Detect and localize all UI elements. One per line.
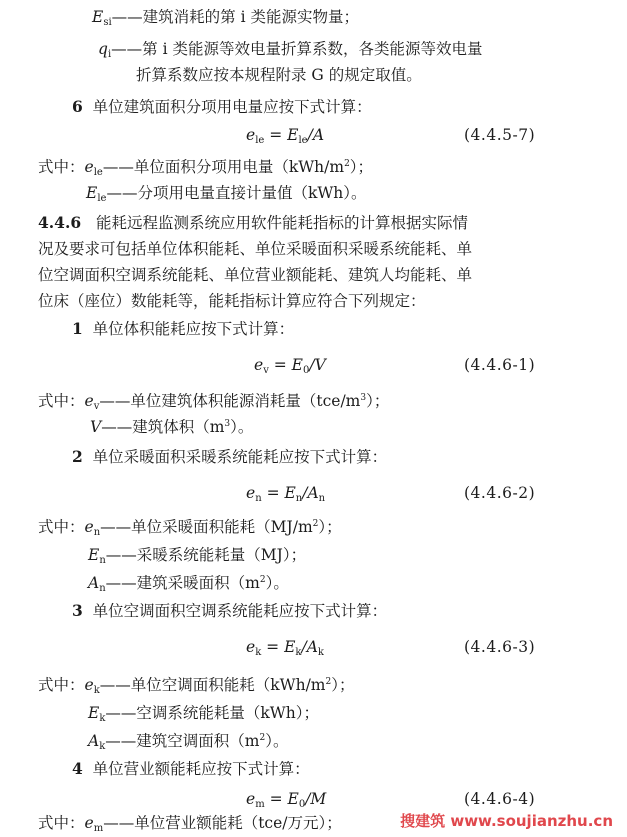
equation [254, 354, 326, 379]
where-label: 式中： [38, 814, 85, 832]
definition-text: ——建筑体积（m [101, 418, 225, 436]
definition-tail: ）； [349, 158, 374, 176]
clause-number: 6 [72, 97, 83, 116]
eq-mid: = E [264, 126, 299, 144]
definition-text: ——单位营业额能耗（tce/万元）； [103, 814, 342, 832]
subscript: n [99, 555, 106, 566]
clause-line [72, 446, 387, 468]
definition-text: ——空调系统能耗量（kWh）； [105, 704, 319, 722]
symbol: A [88, 732, 100, 750]
subscript: k [93, 685, 100, 696]
definition-line [88, 730, 288, 755]
clause-line [72, 600, 387, 622]
eq-mid-sub: le [298, 135, 308, 146]
eq-rhs-sub: n [318, 493, 326, 504]
definition-line [38, 390, 389, 415]
clause-text: 单位建筑面积分项用电量应按下式计算： [92, 98, 372, 116]
eq-lhs: e [246, 638, 256, 656]
subscript: k [99, 713, 106, 724]
equation-number: (4.4.6-1) [464, 356, 536, 374]
symbol: e [84, 158, 94, 176]
clause-line [72, 758, 310, 780]
subscript: le [97, 193, 107, 204]
eq-rhs: /M [305, 790, 327, 808]
symbol: A [88, 574, 100, 592]
superscript: 2 [312, 519, 319, 529]
definition-tail: ）； [331, 676, 355, 694]
eq-mid: = E [261, 638, 296, 656]
where-label: 式中： [38, 676, 85, 694]
definition-tail: ）； [366, 392, 390, 410]
symbol: e [84, 676, 94, 694]
definition-line [98, 38, 482, 63]
definition-line [88, 544, 306, 569]
definition-line [88, 572, 289, 597]
definition-text: ——单位采暖面积能耗（MJ/m [100, 518, 313, 536]
eq-lhs: e [246, 126, 256, 144]
superscript: 2 [259, 575, 266, 585]
definition-line [86, 182, 367, 207]
subscript: k [99, 741, 106, 752]
clause-number: 4 [72, 759, 83, 778]
eq-lhs-sub: n [255, 493, 262, 504]
definition-text: ——建筑采暖面积（m [105, 574, 260, 592]
clause-number: 1 [72, 319, 83, 338]
eq-rhs-sub: k [317, 647, 324, 658]
paragraph-text: 况及要求可包括单位体积能耗、单位采暖面积采暖系统能耗、单 [38, 240, 473, 258]
where-label: 式中： [38, 392, 85, 410]
clause-line [72, 96, 372, 118]
eq-rhs: /V [309, 356, 326, 374]
definition-text: ——建筑消耗的第 i 类能源实物量； [111, 8, 359, 26]
equation [246, 636, 324, 661]
equation-number: (4.4.6-3) [464, 638, 536, 656]
symbol: E [88, 546, 100, 564]
definition-line [92, 6, 359, 31]
definition-line [38, 674, 355, 699]
definition-line [90, 416, 253, 441]
eq-mid-sub: k [295, 647, 302, 658]
eq-mid-sub: 0 [303, 365, 310, 376]
subscript: m [93, 823, 104, 834]
subscript: si [103, 17, 112, 28]
symbol: E [92, 8, 104, 26]
superscript: 2 [325, 677, 332, 687]
where-label: 式中： [38, 158, 85, 176]
symbol: E [88, 704, 100, 722]
equation-number: (4.4.6-2) [464, 484, 536, 502]
definition-tail: ）。 [265, 732, 289, 750]
eq-lhs-sub: v [263, 365, 269, 376]
equation-number: (4.4.5-7) [464, 126, 536, 144]
eq-lhs: e [254, 356, 264, 374]
subscript: n [99, 583, 106, 594]
clause-text: 单位空调面积空调系统能耗应按下式计算： [92, 602, 388, 620]
eq-rhs: /A [307, 126, 325, 144]
clause-text: 单位体积能耗应按下式计算： [92, 320, 295, 338]
eq-mid-sub: 0 [298, 799, 306, 810]
definition-line [38, 516, 342, 541]
eq-lhs-sub: m [255, 799, 265, 810]
eq-lhs: e [246, 790, 256, 808]
superscript: 3 [360, 393, 367, 403]
symbol: q [98, 40, 108, 58]
superscript: 3 [224, 419, 231, 429]
paragraph-text: 位空调面积空调系统能耗、单位营业额能耗、建筑人均能耗、单 [38, 266, 473, 284]
subscript: le [93, 167, 103, 178]
paragraph-text: 位床（座位）数能耗等，能耗指标计算应符合下列规定： [38, 292, 426, 310]
eq-mid-sub: n [295, 493, 303, 504]
eq-rhs: /A [301, 638, 318, 656]
section-text: 能耗远程监测系统应用软件能耗指标的计算根据实际情 [95, 214, 468, 232]
symbol: e [84, 814, 94, 832]
symbol: e [84, 518, 94, 536]
equation [246, 788, 326, 813]
subscript: i [107, 49, 112, 60]
symbol: e [84, 392, 94, 410]
eq-lhs-sub: k [255, 647, 262, 658]
clause-line [72, 318, 294, 340]
continuation-text: 折算系数应按本规程附录 G 的规定取值。 [136, 66, 422, 84]
eq-mid: = E [268, 356, 303, 374]
symbol: E [86, 184, 98, 202]
where-label: 式中： [38, 518, 85, 536]
definition-text: ——单位空调面积能耗（kWh/m [99, 676, 326, 694]
equation-number: (4.4.6-4) [464, 790, 536, 808]
equation [246, 482, 325, 507]
definition-line [38, 156, 373, 181]
clause-number: 2 [72, 447, 83, 466]
definition-tail: ）。 [230, 418, 254, 436]
definition-text: ——建筑空调面积（m [105, 732, 260, 750]
superscript: 2 [344, 159, 350, 169]
subscript: v [93, 401, 100, 412]
eq-mid: = E [261, 484, 296, 502]
superscript: 2 [259, 733, 266, 743]
section-line [38, 212, 468, 234]
eq-lhs-sub: le [255, 135, 265, 146]
clause-text: 单位营业额能耗应按下式计算： [92, 760, 310, 778]
definition-tail: ）。 [265, 574, 289, 592]
definition-text: ——分项用电量直接计量值（kWh）。 [106, 184, 367, 202]
definition-line [38, 812, 342, 837]
eq-rhs: /A [302, 484, 319, 502]
section-number: 4.4.6 [38, 213, 82, 232]
equation [246, 124, 324, 149]
clause-text: 单位采暖面积采暖系统能耗应按下式计算： [92, 448, 388, 466]
symbol: V [90, 418, 102, 436]
watermark: 搜建筑 www.soujianzhu.cn [400, 812, 613, 830]
definition-text: ——采暖系统能耗量（MJ）； [105, 546, 307, 564]
subscript: n [93, 527, 101, 538]
definition-text: ——单位面积分项用电量（kWh/m [102, 158, 345, 176]
definition-tail: ）； [318, 518, 342, 536]
clause-number: 3 [72, 601, 83, 620]
definition-text: ——第 i 类能源等效电量折算系数，各类能源等效电量 [111, 40, 483, 58]
eq-mid: = E [264, 790, 299, 808]
definition-line [88, 702, 319, 727]
definition-text: ——单位建筑体积能源消耗量（tce/m [99, 392, 361, 410]
eq-lhs: e [246, 484, 256, 502]
